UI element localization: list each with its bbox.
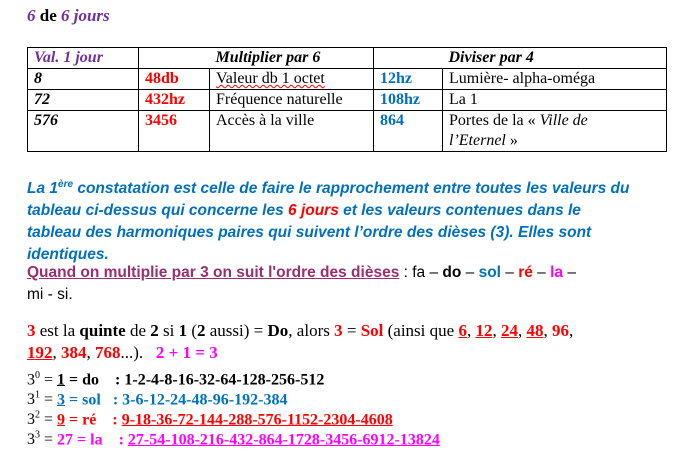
quinte-word: quinte	[79, 321, 126, 340]
cell-mult: 432hz	[139, 90, 210, 111]
note-la: la	[550, 264, 564, 281]
quinte-v12: 12	[475, 321, 493, 340]
quinte-do: Do	[267, 321, 289, 340]
quinte-sum: 2 + 1 = 3	[155, 343, 218, 362]
table-header-row	[28, 48, 667, 69]
header-diviser: Diviser par 4	[443, 48, 667, 69]
title-de: de	[39, 6, 57, 25]
power-exp: 1	[35, 390, 40, 401]
power-row-0: $3^0 = 1$ = do : 1-2-4-8-16-32-64-128-256-512	[27, 370, 325, 389]
note-sol: sol	[478, 264, 501, 281]
quinte-v768: 768	[95, 343, 121, 362]
quinte-v24: 24	[500, 321, 518, 340]
cell-val: 8	[28, 69, 139, 90]
cell-div-desc-b: Ville de	[539, 112, 588, 129]
power-row-2: $3^2 = 9$ = ré : 9-18-36-72-144-288-576-1152-2304-4608	[27, 410, 393, 429]
title-number: 6	[27, 6, 36, 25]
cell-div-desc-a: Portes de la «	[449, 112, 536, 129]
header-spacer-1	[139, 48, 210, 69]
power-exp: 2	[35, 410, 40, 421]
power-exp: 3	[35, 430, 40, 441]
quinte-v384: 384	[61, 343, 87, 362]
multiply-paragraph	[27, 262, 647, 306]
multiply-d3: –	[532, 264, 551, 281]
cell-val: 576	[28, 111, 139, 152]
power-note: = la	[73, 431, 103, 449]
constatation-paragraph	[27, 174, 637, 266]
table-row	[28, 90, 667, 111]
quinte-t7: =	[342, 321, 361, 340]
power-val: 1	[57, 371, 66, 389]
quinte-t9: ...).	[120, 343, 144, 362]
multiply-colon: : fa –	[399, 264, 443, 281]
power-note: = ré	[65, 411, 97, 429]
note-re: ré	[518, 264, 533, 281]
quinte-n3: 3	[27, 321, 36, 340]
power-seq: 9-18-36-72-144-288-576-1152-2304-4608	[121, 411, 393, 429]
cell-mult: 48db	[139, 69, 210, 90]
cell-div-desc	[443, 111, 667, 152]
constatation-sup: ère	[58, 179, 74, 190]
constatation-jours: 6 jours	[288, 202, 339, 220]
multiply-title: Quand on multiplie par 3 on suit l'ordre des dièses	[27, 264, 400, 281]
quinte-v96: 96	[551, 321, 569, 340]
quinte-n1: 1	[178, 321, 188, 340]
quinte-t3: si	[158, 321, 179, 340]
multiply-d2: –	[500, 264, 519, 281]
power-seq: 27-54-108-216-432-864-1728-3456-6912-13824	[127, 431, 440, 449]
power-eq: =	[40, 431, 58, 449]
power-eq: =	[40, 411, 58, 429]
power-seq: 3-6-12-24-48-96-192-384	[122, 391, 288, 409]
cell-mult-desc: Fréquence naturelle	[210, 90, 374, 111]
quinte-t1: est la	[35, 321, 80, 340]
page-title	[27, 6, 110, 26]
cell-mult-desc-text: Valeur db 1 octet	[216, 70, 325, 87]
multiply-d1: –	[461, 264, 479, 281]
cell-div-desc: Lumière- alpha-oméga	[443, 69, 667, 90]
cell-div-desc-d: »	[509, 132, 518, 149]
power-exp: 0	[35, 370, 40, 381]
quinte-v192: 192	[27, 343, 53, 362]
quinte-n2b: 2	[197, 321, 206, 340]
quinte-paragraph: 3 est la quinte de 2 si 1 (2 aussi) = Do, alors 3 = Sol (ainsi que 6, 12, 24, 48, 96, 192, 384, 768...). 2 + 1 = 3	[27, 321, 574, 362]
quinte-t5: aussi) =	[205, 321, 268, 340]
quinte-t8: (ainsi que	[383, 321, 459, 340]
cell-div-desc-c: l’Eternel	[449, 132, 506, 149]
quinte-t6: , alors	[288, 321, 335, 340]
title-jours: 6 jours	[61, 6, 110, 25]
quinte-v6: 6	[458, 321, 467, 340]
power-val: 27	[57, 431, 74, 449]
multiply-d4: –	[563, 264, 576, 281]
power-seq: 1-2-4-8-16-32-64-128-256-512	[124, 371, 325, 389]
header-multiplier: Multiplier par 6	[210, 48, 374, 69]
cell-mult: 3456	[139, 111, 210, 152]
cell-div-desc: La 1	[443, 90, 667, 111]
cell-mult-desc: Accès à la ville	[210, 111, 374, 152]
quinte-t4: (	[187, 321, 198, 340]
constatation-end: et les valeurs contenues dans le tableau des harmoniques paires qui suivent l’ordre des dièses (3). Elles sont identiques.	[27, 202, 592, 264]
power-eq: =	[40, 371, 58, 389]
power-row-1: $3^1 = 3$ = sol : 3-6-12-24-48-96-192-384	[27, 390, 288, 409]
quinte-v48: 48	[526, 321, 544, 340]
quinte-sol: Sol	[360, 321, 384, 340]
header-val-1-jour: Val. 1 jour	[28, 48, 139, 69]
table-row	[28, 111, 667, 152]
power-eq: =	[40, 391, 58, 409]
multiply-rest: mi - si.	[27, 286, 73, 303]
power-note: = sol	[65, 391, 101, 409]
cell-val: 72	[28, 90, 139, 111]
table-row	[28, 69, 667, 90]
quinte-n2: 2	[150, 321, 159, 340]
constatation-mid: constatation est celle de faire le rapprochement entre toutes les valeurs du tableau ci-dessus qui concerne les	[27, 180, 630, 220]
power-row-3: $3^3 = 27$ = la : 27-54-108-216-432-864-1728-3456-6912-13824	[27, 430, 440, 449]
cell-div: 108hz	[374, 90, 443, 111]
power-val: 3	[57, 391, 66, 409]
values-table	[27, 47, 667, 152]
power-note: = do	[65, 371, 100, 389]
cell-mult-desc	[210, 69, 374, 90]
quinte-n3b: 3	[334, 321, 343, 340]
quinte-t2: de	[125, 321, 151, 340]
header-spacer-2	[374, 48, 443, 69]
note-do: do	[442, 264, 462, 281]
constatation-start: La 1	[27, 180, 59, 198]
cell-div: 864	[374, 111, 443, 152]
power-val: 9	[57, 411, 66, 429]
cell-div: 12hz	[374, 69, 443, 90]
